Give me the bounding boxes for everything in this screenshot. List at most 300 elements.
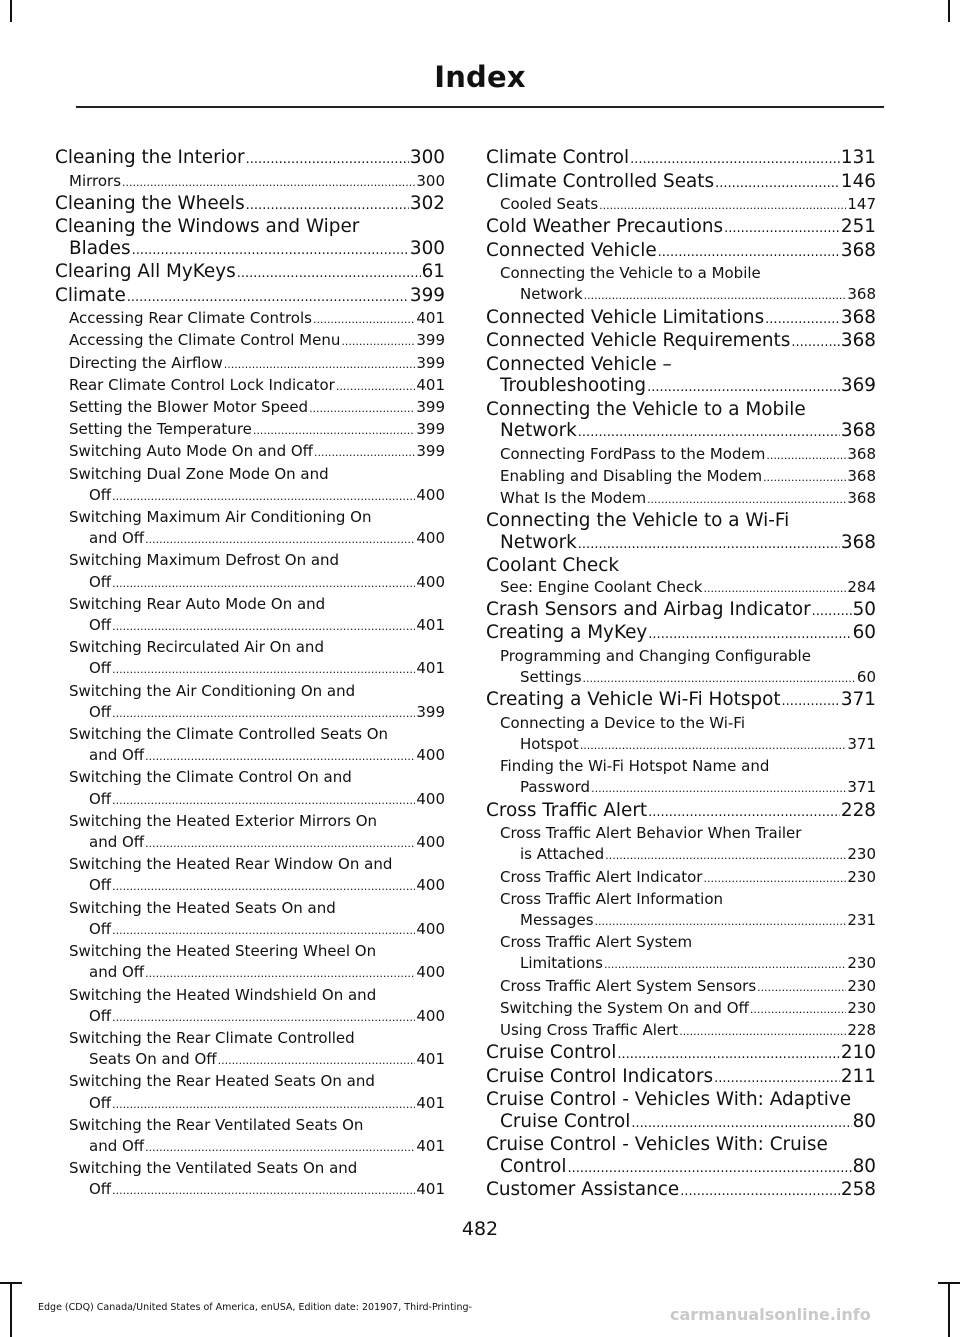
entry-page-number: 231 [847,910,876,929]
dot-leader [578,534,840,556]
dot-leader [145,746,415,767]
entry-page-number: 400 [416,789,445,808]
entry-page-number: 399 [416,442,445,461]
entry-label: Rear Climate Control Lock Indicator [69,375,335,394]
dot-leader [599,195,846,216]
entry-label: Cleaning the Wheels [55,192,245,214]
index-entry [486,171,876,195]
entry-page-number: 210 [840,1042,876,1064]
dot-leader [703,868,846,889]
entry-label: Connecting a Device to the Wi-Fi [500,713,746,732]
dot-leader [336,376,416,397]
dot-leader [812,601,852,623]
entry-label: Switching the Heated Windshield On and [69,985,377,1004]
entry-label-continued: Off [89,1006,112,1025]
entry-page-number: 284 [847,577,876,596]
index-entry [486,240,876,264]
entry-label: Climate Controlled Seats [486,170,715,192]
entry-page-number: 400 [416,963,445,982]
entry-continuation [69,789,445,811]
dot-leader [679,1021,846,1042]
entry-label: Switching the Climate Controlled Seats On [69,725,389,744]
entry-label-continued: Off [89,789,112,808]
index-subentry [486,577,876,599]
dot-leader [309,398,415,419]
entry-page-number: 401 [416,1050,445,1069]
entry-label: Connected Vehicle Limitations [486,306,765,328]
dot-leader [583,668,856,689]
entry-continuation [69,1006,445,1028]
entry-continuation [69,832,445,854]
entry-label: Connecting the Vehicle to a Mobile [500,264,761,283]
entry-label-continued: Off [89,1093,112,1112]
entry-continuation [69,962,445,984]
entry-label-continued: Settings [520,668,582,687]
entry-label: Enabling and Disabling the Modem [500,466,763,485]
dot-leader [595,911,847,932]
dot-leader [112,1094,415,1115]
entry-page-number: 228 [847,1020,876,1039]
entry-continuation [500,910,876,932]
crop-mark-top-right-v [948,0,950,22]
entry-label: Finding the Wi-Fi Hotspot Name and [500,757,770,776]
entry-page-number: 369 [840,375,876,397]
dot-leader [132,240,409,262]
dot-leader [253,420,415,441]
entry-continuation [69,919,445,941]
entry-continuation [486,1111,876,1135]
entry-continuation [69,1049,445,1071]
entry-page-number: 61 [421,261,445,283]
dot-leader [218,1050,416,1071]
entry-continuation [69,702,445,724]
crop-mark-bottom-left-v [10,1282,12,1337]
dot-leader [647,377,840,399]
dot-leader [145,1137,415,1158]
entry-label: Cross Traffic Alert Indicator [500,867,703,886]
dot-leader [112,1007,415,1028]
entry-label: Climate Control [486,147,630,168]
entry-page-number: 300 [409,147,445,168]
index-entry [55,216,445,261]
dot-leader [605,845,846,866]
index-entry [486,399,876,444]
dot-leader [715,173,840,195]
index-subentry [486,756,876,799]
watermark: carmanualsonline.info [670,1305,871,1324]
entry-page-number: 399 [416,331,445,350]
entry-page-number: 50 [852,598,876,620]
entry-label: Switching the Ventilated Seats On and [69,1159,358,1178]
entry-label: Switching the Air Conditioning On and [69,681,356,700]
dot-leader [714,1068,840,1090]
entry-continuation [69,1136,445,1158]
dot-leader [341,331,415,352]
entry-continuation [69,1179,445,1201]
entry-label-continued: Network [520,285,583,304]
entry-page-number: 400 [416,746,445,765]
entry-label: Cruise Control - Vehicles With: Adaptive [486,1089,852,1111]
entry-page-number: 368 [847,466,876,485]
entry-label-continued: Network [500,531,577,553]
header-divider [76,106,884,108]
index-subentry [55,767,445,810]
dot-leader [703,578,846,599]
entry-label: Cross Traffic Alert [486,799,648,821]
index-entry [486,689,876,713]
entry-label: Switching the System On and Off [500,998,749,1017]
entry-label: Switching the Heated Seats On and [69,898,336,917]
index-entry [486,1089,876,1134]
entry-page-number: 399 [416,353,445,372]
dot-leader [112,486,415,507]
index-subentry [486,488,876,510]
entry-page-number: 230 [847,867,876,886]
entry-page-number: 211 [840,1065,876,1087]
entry-page-number: 60 [852,622,876,644]
crop-mark-bottom-right-h [938,1282,960,1284]
index-subentry [55,308,445,330]
entry-label: Connected Vehicle – [486,353,672,375]
dot-leader [145,529,415,550]
entry-label-continued: Off [89,572,112,591]
entry-page-number: 399 [416,398,445,417]
entry-label: Cruise Control Indicators [486,1065,714,1087]
entry-page-number: 228 [840,799,876,821]
entry-page-number: 401 [416,1180,445,1199]
entry-label: Climate [55,284,126,306]
index-entry [486,1179,876,1203]
entry-continuation [486,1156,876,1180]
entry-label: Switching Maximum Defrost On and [69,551,340,570]
index-entry [486,216,876,240]
dot-leader [724,218,840,240]
index-subentry [55,441,445,463]
entry-label: Cruise Control [486,1042,617,1064]
entry-label-continued: Off [89,616,112,635]
entry-label: Connected Vehicle [486,239,657,261]
entry-label-continued: Cruise Control [500,1110,631,1132]
entry-label-continued: Network [500,420,577,442]
entry-label: Accessing Rear Climate Controls [69,309,312,328]
entry-continuation [69,658,445,680]
entry-continuation [500,844,876,866]
entry-page-number: 368 [847,285,876,304]
index-entry [55,193,445,217]
entry-page-number: 400 [416,529,445,548]
entry-label: Cooled Seats [500,195,599,213]
index-subentry [486,1020,876,1042]
entry-page-number: 401 [416,375,445,394]
entry-page-number: 399 [416,420,445,439]
entry-page-number: 300 [416,171,445,190]
index-subentry [55,507,445,550]
entry-page-number: 368 [840,330,876,352]
entry-page-number: 230 [847,845,876,864]
entry-label-continued: and Off [89,746,145,765]
dot-leader [112,659,415,680]
dot-leader [765,309,840,331]
index-subentry [486,646,876,689]
entry-label: Switching Recirculated Air On and [69,638,324,657]
entry-continuation [69,485,445,507]
entry-page-number: 60 [856,668,876,687]
entry-page-number: 368 [840,239,876,261]
index-subentry [486,194,876,216]
index-subentry [55,550,445,593]
index-entry [486,354,876,399]
index-subentry [55,811,445,854]
dot-leader [591,778,846,799]
index-subentry [55,724,445,767]
index-entry [486,800,876,824]
entry-page-number: 401 [416,659,445,678]
entry-label: Switching the Rear Ventilated Seats On [69,1115,364,1134]
entry-label-continued: Blades [69,237,131,259]
dot-leader [617,1044,840,1066]
index-subentry [55,397,445,419]
entry-label: Creating a Vehicle Wi-Fi Hotspot [486,689,781,711]
entry-label: See: Engine Coolant Check [500,577,703,596]
entry-continuation [486,375,876,399]
entry-continuation [500,734,876,756]
entry-page-number: 146 [840,170,876,192]
dot-leader [578,422,840,444]
entry-label: Switching the Heated Rear Window On and [69,855,393,874]
dot-leader [145,833,415,854]
entry-label: Cross Traffic Alert Behavior When Trailer [500,824,802,843]
entry-label: Connecting the Vehicle to a Wi-Fi [486,510,790,532]
dot-leader [630,149,840,171]
index-subentry [55,681,445,724]
entry-page-number: 371 [847,735,876,754]
index-subentry [486,713,876,756]
entry-label: Switching Auto Mode On and Off [69,442,313,461]
entry-label: Switching the Heated Steering Wheel On [69,942,377,961]
index-entry [486,1134,876,1179]
entry-label: Switching the Climate Control On and [69,768,352,787]
entry-label-continued: Off [89,1180,112,1199]
index-subentry [486,867,876,889]
index-subentry [486,444,876,466]
dot-leader [750,999,847,1020]
entry-label: Switching the Heated Exterior Mirrors On [69,811,378,830]
entry-continuation [500,777,876,799]
dot-leader [246,149,409,171]
entry-label-continued: Password [520,778,591,797]
entry-label: Cross Traffic Alert System Sensors [500,976,757,995]
index-subentry [55,419,445,441]
entry-page-number: 131 [840,147,876,168]
dot-leader [647,489,846,510]
entry-label: Connecting the Vehicle to a Mobile [486,398,806,420]
entry-label: Switching Maximum Air Conditioning On [69,508,372,527]
entry-label-continued: Off [89,485,112,504]
entry-page-number: 400 [416,833,445,852]
entry-label: Switching the Rear Heated Seats On and [69,1072,375,1091]
index-subentry [55,171,445,193]
index-subentry [55,330,445,352]
entry-label: Cleaning the Windows and Wiper [55,216,360,238]
index-column-left [55,147,445,1202]
index-column-right [486,147,876,1203]
entry-label-continued: and Off [89,529,145,548]
entry-label: What Is the Modem [500,489,647,508]
index-entry [486,622,876,646]
dot-leader [580,735,847,756]
index-entry [486,1042,876,1066]
entry-continuation [69,572,445,594]
entry-page-number: 401 [416,1093,445,1112]
index-subentry [55,637,445,680]
dot-leader [791,332,840,354]
dot-leader [658,242,840,264]
entry-label-continued: is Attached [520,845,605,864]
dot-leader [757,977,846,998]
entry-continuation [69,615,445,637]
entry-label-continued: Off [89,702,112,721]
page-title: Index [434,60,526,94]
crop-mark-bottom-right-v [948,1282,950,1337]
index-subentry [55,1071,445,1114]
entry-page-number: 80 [852,1110,876,1132]
entry-label: Crash Sensors and Airbag Indicator [486,598,811,620]
entry-page-number: 230 [847,954,876,973]
entry-continuation [69,875,445,897]
entry-continuation [486,532,876,556]
dot-leader [237,263,421,285]
index-subentry [486,263,876,306]
entry-page-number: 230 [847,998,876,1017]
dot-leader [584,285,847,306]
entry-page-number: 399 [409,284,445,306]
entry-page-number: 258 [840,1179,876,1201]
entry-label: Switching Rear Auto Mode On and [69,594,326,613]
dot-leader [782,691,840,713]
dot-leader [763,467,846,488]
entry-label: Directing the Airflow [69,353,223,372]
dot-leader [314,442,415,463]
index-subentry [55,1028,445,1071]
index-entry [486,147,876,171]
dot-leader [112,876,415,897]
dot-leader [122,172,415,193]
entry-page-number: 80 [852,1155,876,1177]
entry-label-continued: Limitations [520,954,603,973]
dot-leader [112,703,415,724]
entry-continuation [55,238,445,262]
entry-page-number: 302 [409,192,445,214]
entry-page-number: 400 [416,876,445,895]
entry-label: Accessing the Climate Control Menu [69,331,341,350]
index-entry [486,1066,876,1090]
entry-label-continued: and Off [89,963,145,982]
entry-label: Using Cross Traffic Alert [500,1020,679,1039]
entry-label: Setting the Temperature [69,420,252,439]
dot-leader [604,954,846,975]
index-subentry [55,594,445,637]
entry-label: Connecting FordPass to the Modem [500,444,766,463]
entry-continuation [500,667,876,689]
entry-page-number: 371 [840,689,876,711]
entry-label-continued: Off [89,919,112,938]
dot-leader [112,920,415,941]
dot-leader [313,309,415,330]
entry-label: Connected Vehicle Requirements [486,330,791,352]
dot-leader [766,445,846,466]
dot-leader [246,195,409,217]
dot-leader [648,624,851,646]
index-entry [55,147,445,171]
entry-label: Setting the Blower Motor Speed [69,398,309,417]
index-subentry [55,464,445,507]
entry-continuation [69,1093,445,1115]
index-subentry [55,353,445,375]
entry-label-continued: Messages [520,910,594,929]
entry-page-number: 251 [840,216,876,238]
index-subentry [55,375,445,397]
index-subentry [55,898,445,941]
dot-leader [631,1113,851,1135]
entry-page-number: 399 [416,702,445,721]
entry-label: Clearing All MyKeys [55,261,236,283]
entry-label: Mirrors [69,171,122,190]
entry-label: Cross Traffic Alert System [500,933,693,952]
dot-leader [567,1158,851,1180]
index-subentry [55,854,445,897]
page-number: 482 [461,1218,499,1240]
index-entry [486,510,876,555]
index-subentry [486,889,876,932]
entry-label-continued: Troubleshooting [500,375,647,397]
entry-page-number: 401 [416,616,445,635]
index-entry [55,261,445,285]
index-subentry [55,985,445,1028]
entry-label: Cross Traffic Alert Information [500,889,724,908]
dot-leader [112,1180,415,1201]
index-entry [486,330,876,354]
dot-leader [112,790,415,811]
index-entry [486,555,876,577]
footer-edition-text: Edge (CDQ) Canada/United States of America, enUSA, Edition date: 201907, Third-Printing- [38,1302,472,1313]
entry-page-number: 400 [416,919,445,938]
dot-leader [145,963,415,984]
entry-label-continued: Hotspot [520,735,579,754]
entry-continuation [486,420,876,444]
index-entry [486,307,876,331]
index-subentry [55,1158,445,1201]
entry-continuation [69,528,445,550]
entry-label: Cleaning the Interior [55,147,245,168]
entry-label: Creating a MyKey [486,622,648,644]
entry-page-number: 230 [847,976,876,995]
entry-continuation [500,953,876,975]
entry-label: Coolant Check [486,555,620,577]
entry-page-number: 368 [840,306,876,328]
entry-label-continued: Seats On and Off [89,1050,217,1069]
index-subentry [55,1115,445,1158]
dot-leader [112,616,415,637]
entry-page-number: 401 [416,309,445,328]
entry-label-continued: Control [500,1155,567,1177]
crop-mark-bottom-left-h [0,1282,22,1284]
index-subentry [486,823,876,866]
crop-mark-top-left-v [10,0,12,22]
entry-continuation [500,284,876,306]
entry-label: Switching Dual Zone Mode On and [69,464,329,483]
entry-label: Cold Weather Precautions [486,216,724,238]
entry-page-number: 368 [847,489,876,508]
